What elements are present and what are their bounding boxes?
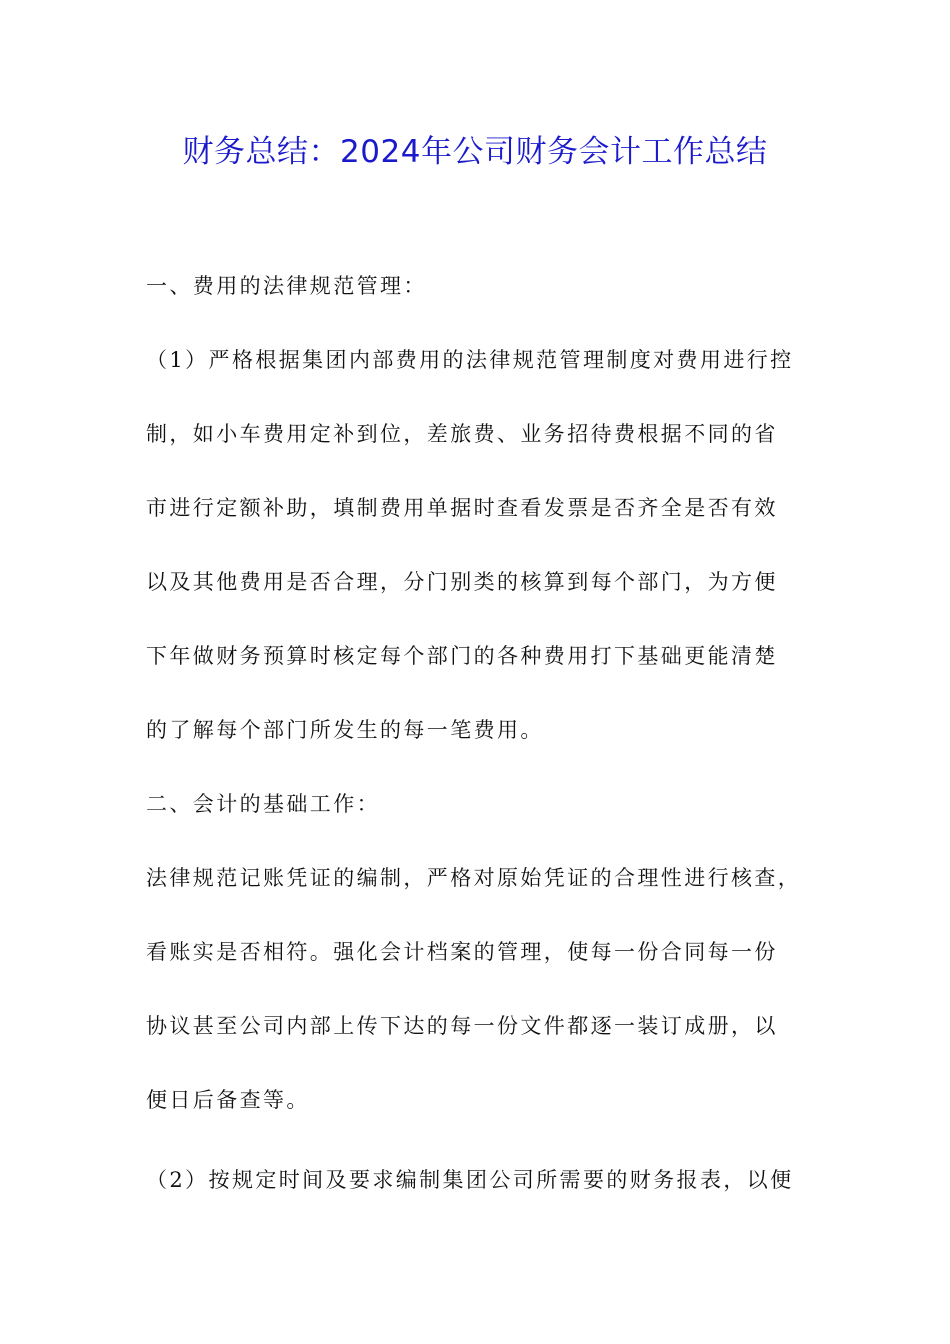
paragraph-line: 看账实是否相符。强化会计档案的管理，使每一份合同每一份 [146, 940, 778, 964]
section-heading-accounting: 二、会计的基础工作： [146, 792, 380, 816]
paragraph-line: 协议甚至公司内部上传下达的每一份文件都逐一装订成册，以 [146, 1014, 778, 1038]
paragraph-line: 市进行定额补助，填制费用单据时查看发票是否齐全是否有效 [146, 496, 778, 520]
paragraph-line: 制，如小车费用定补到位，差旅费、业务招待费根据不同的省 [146, 422, 778, 446]
paragraph-line: 以及其他费用是否合理，分门别类的核算到每个部门，为方便 [146, 570, 778, 594]
paragraph-line: 下年做财务预算时核定每个部门的各种费用打下基础更能清楚 [146, 644, 778, 668]
section-heading-expenses: 一、费用的法律规范管理： [146, 274, 427, 298]
document-title: 财务总结：2024年公司财务会计工作总结 [182, 134, 768, 170]
paragraph-line: 法律规范记账凭证的编制，严格对原始凭证的合理性进行核查， [146, 866, 802, 890]
paragraph-line: 便日后备查等。 [146, 1088, 310, 1112]
paragraph-line: （2）按规定时间及要求编制集团公司所需要的财务报表，以便 [146, 1168, 794, 1192]
paragraph-line: 的了解每个部门所发生的每一笔费用。 [146, 718, 544, 742]
paragraph-line: （1）严格根据集团内部费用的法律规范管理制度对费用进行控 [146, 348, 794, 372]
